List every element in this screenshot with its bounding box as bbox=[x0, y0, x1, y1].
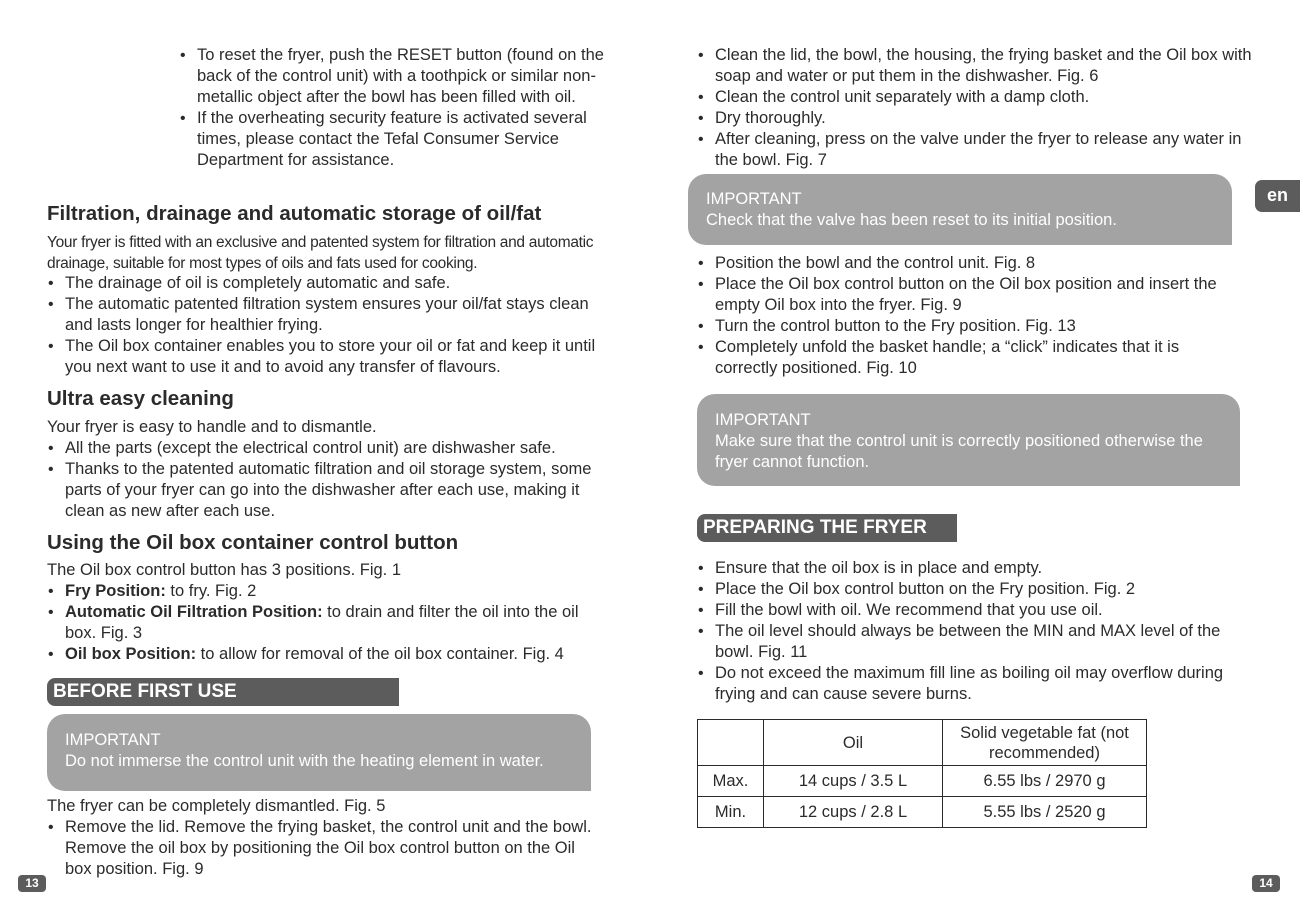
table-cell: 12 cups / 2.8 L bbox=[764, 797, 943, 828]
control-positions bbox=[47, 581, 603, 665]
important-text: Make sure that the control unit is correctly positioned otherwise the fryer cannot function. bbox=[715, 432, 1203, 471]
list-item: • Remove the lid. Remove the frying basket, the control unit and the bowl. Remove the oil box by positioning the Oil box control button on the Oil box position. Fig. 9 bbox=[47, 817, 592, 880]
position-bullets bbox=[697, 253, 1242, 379]
list-item: • After cleaning, press on the valve under the fryer to release any water in the bowl. Fig. 7 bbox=[697, 129, 1259, 171]
control-button-heading: Using the Oil box container control button bbox=[47, 531, 459, 554]
important-title: IMPORTANT bbox=[706, 190, 802, 208]
important-text: Check that the valve has been reset to its initial position. bbox=[706, 211, 1117, 229]
list-item: • The oil level should always be between the MIN and MAX level of the bowl. Fig. 11 bbox=[697, 621, 1242, 663]
table-cell: 5.55 lbs / 2520 g bbox=[943, 797, 1147, 828]
filtration-heading: Filtration, drainage and automatic storage of oil/fat bbox=[47, 202, 542, 225]
oil-capacity-table bbox=[697, 719, 1147, 828]
table-cell: Min. bbox=[698, 797, 764, 828]
filtration-intro: Your fryer is fitted with an exclusive and patented system for filtration and automatic drainage, suitable for most types of oils and fats used for cooking. bbox=[47, 234, 594, 272]
list-item: • Oil box Position: to allow for removal of the oil box container. Fig. 4 bbox=[47, 644, 603, 665]
table-header-cell: Solid vegetable fat (not recommended) bbox=[943, 720, 1147, 766]
table-cell: 14 cups / 3.5 L bbox=[764, 766, 943, 797]
filtration-bullets bbox=[47, 273, 603, 378]
table-cell: Max. bbox=[698, 766, 764, 797]
important-box-valve bbox=[688, 174, 1232, 245]
list-item: • To reset the fryer, push the RESET button (found on the back of the control unit) with a toothpick or similar non-metallic object after the bowl has been filled with oil. bbox=[179, 45, 604, 108]
list-item: • Thanks to the patented automatic filtration and oil storage system, some parts of your fryer can go into the dishwasher after each use, making it clean as new after each use. bbox=[47, 459, 603, 522]
list-item: • Place the Oil box control button on the Fry position. Fig. 2 bbox=[697, 579, 1242, 600]
list-item: • All the parts (except the electrical control unit) are dishwasher safe. bbox=[47, 438, 603, 459]
list-item: • Do not exceed the maximum fill line as boiling oil may overflow during frying and can cause severe burns. bbox=[697, 663, 1242, 705]
table-header-cell bbox=[698, 720, 764, 766]
important-title: IMPORTANT bbox=[65, 731, 161, 749]
list-item: • The drainage of oil is completely automatic and safe. bbox=[47, 273, 603, 294]
list-item: • The Oil box container enables you to store your oil or fat and keep it until you next want to use it and to avoid any transfer of flavours. bbox=[47, 336, 603, 378]
clean-bullets bbox=[697, 45, 1259, 171]
cleaning-heading: Ultra easy cleaning bbox=[47, 387, 234, 410]
list-item: • Position the bowl and the control unit. Fig. 8 bbox=[697, 253, 1242, 274]
table-row bbox=[698, 766, 1147, 797]
list-item: • Fill the bowl with oil. We recommend that you use oil. bbox=[697, 600, 1242, 621]
page-number-right: 14 bbox=[1252, 875, 1280, 892]
list-item: • Turn the control button to the Fry position. Fig. 13 bbox=[697, 316, 1242, 337]
list-item: • If the overheating security feature is activated several times, please contact the Tefal Consumer Service Department for assistance. bbox=[179, 108, 604, 171]
important-box-immerse bbox=[47, 714, 591, 791]
dismantle-intro: The fryer can be completely dismantled. Fig. 5 bbox=[47, 797, 386, 815]
important-title: IMPORTANT bbox=[715, 411, 811, 429]
before-first-use-header: BEFORE FIRST USE bbox=[47, 678, 399, 706]
language-tab: en bbox=[1255, 180, 1300, 212]
dismantle-bullets bbox=[47, 817, 592, 880]
list-item: • Clean the control unit separately with a damp cloth. bbox=[697, 87, 1259, 108]
list-item: • Automatic Oil Filtration Position: to drain and filter the oil into the oil box. Fig. 3 bbox=[47, 602, 603, 644]
control-button-intro: The Oil box control button has 3 positions. Fig. 1 bbox=[47, 561, 402, 579]
list-item: • The automatic patented filtration system ensures your oil/fat stays clean and lasts longer for healthier frying. bbox=[47, 294, 603, 336]
list-item: • Dry thoroughly. bbox=[697, 108, 1259, 129]
list-item: • Completely unfold the basket handle; a “click” indicates that it is correctly positioned. Fig. 10 bbox=[697, 337, 1242, 379]
list-item: • Clean the lid, the bowl, the housing, the frying basket and the Oil box with soap and water or put them in the dishwasher. Fig. 6 bbox=[697, 45, 1259, 87]
page-number-left: 13 bbox=[18, 875, 46, 892]
prep-bullets bbox=[697, 558, 1242, 705]
list-item: • Fry Position: to fry. Fig. 2 bbox=[47, 581, 603, 602]
table-header-row bbox=[698, 720, 1147, 766]
preparing-fryer-header: PREPARING THE FRYER bbox=[697, 514, 957, 542]
cleaning-bullets bbox=[47, 438, 603, 522]
list-item: • Ensure that the oil box is in place and empty. bbox=[697, 558, 1242, 579]
important-box-control-unit bbox=[697, 394, 1240, 486]
list-item: • Place the Oil box control button on the Oil box position and insert the empty Oil box into the fryer. Fig. 9 bbox=[697, 274, 1242, 316]
reset-bullets bbox=[179, 45, 604, 171]
table-row bbox=[698, 797, 1147, 828]
cleaning-intro: Your fryer is easy to handle and to dismantle. bbox=[47, 418, 377, 436]
table-cell: 6.55 lbs / 2970 g bbox=[943, 766, 1147, 797]
table-header-cell: Oil bbox=[764, 720, 943, 766]
important-text: Do not immerse the control unit with the heating element in water. bbox=[65, 752, 544, 770]
